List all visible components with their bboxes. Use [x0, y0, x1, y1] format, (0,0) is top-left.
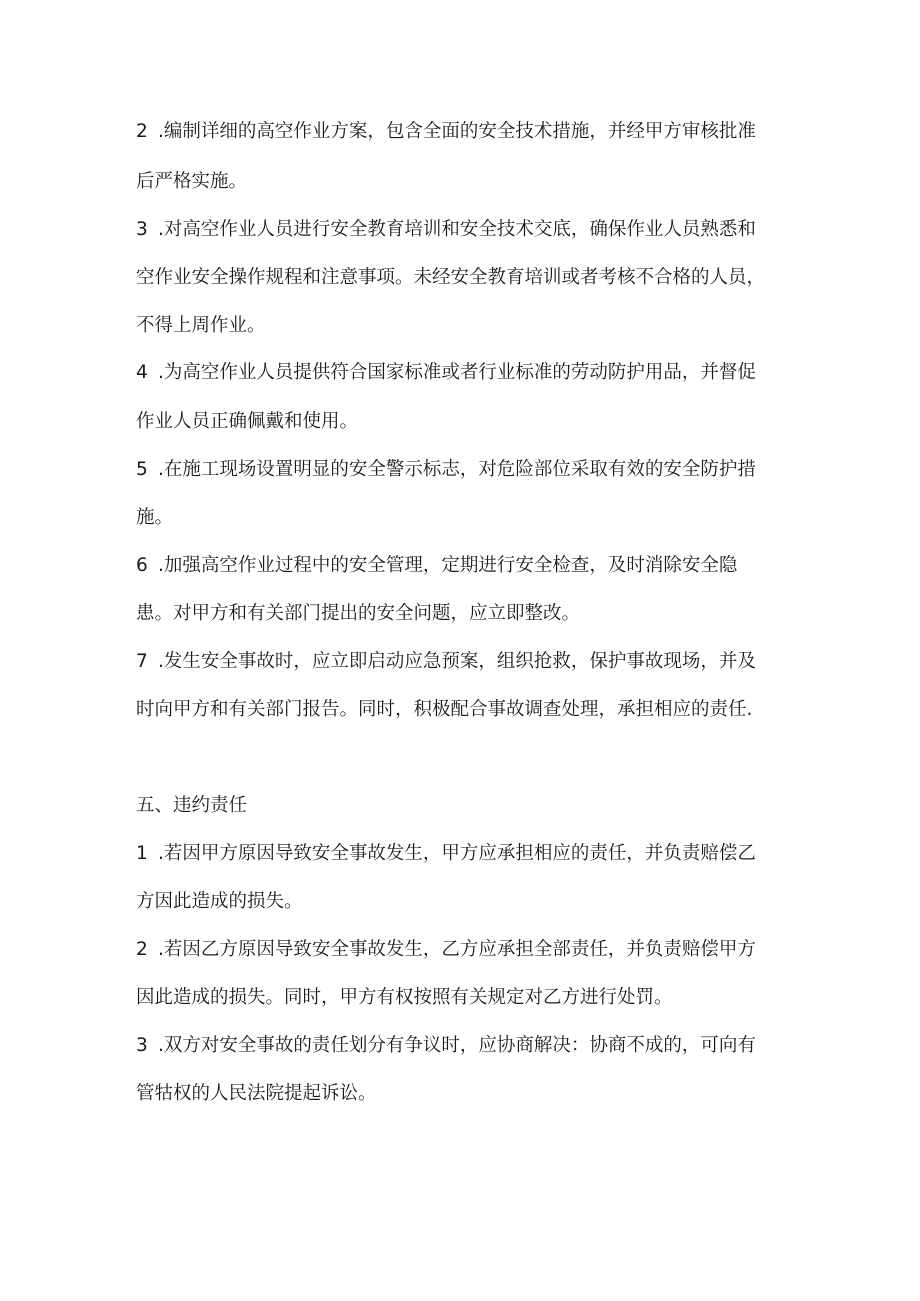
item-7-line-2	[136, 698, 752, 722]
breach-item-2-line-1	[136, 938, 756, 962]
item-text: .在施工现场设置明显的安全警示标志，对危险部位采取有效的安全防护措	[158, 459, 756, 480]
breach-item-3-line-1	[136, 1034, 756, 1058]
item-number: 2	[136, 121, 148, 142]
breach-item-3-line-2	[136, 1082, 377, 1106]
item-text: .若因甲方原因导致安全事故发生，甲方应承担相应的责任，并负责赔偿乙	[158, 843, 756, 864]
item-number: 7	[136, 651, 148, 672]
item-6-line-2	[136, 602, 580, 626]
breach-item-2-line-2	[136, 986, 673, 1010]
item-text: .编制详细的高空作业方案，包含全面的安全技术措施，并经甲方审核批准	[158, 121, 756, 142]
item-text: 作业人员正确佩戴和使用。	[136, 411, 359, 432]
item-6-line-1	[136, 554, 737, 578]
item-3-line-1	[136, 218, 756, 242]
item-number: 1	[136, 843, 148, 864]
item-text: .加强高空作业过程中的安全管理，定期进行安全检查，及时消除安全隐	[158, 555, 738, 576]
item-5-line-2	[136, 506, 173, 530]
item-7-line-1	[136, 650, 756, 674]
item-4-line-1	[136, 361, 756, 385]
item-number: 5	[136, 459, 148, 480]
item-text: 患。对甲方和有关部门提出的安全问题，应立即整改。	[136, 603, 581, 624]
breach-item-1-line-1	[136, 842, 756, 866]
item-number: 6	[136, 555, 148, 576]
item-text: 不得上周作业。	[136, 315, 266, 336]
item-4-line-2	[136, 410, 358, 434]
item-3-line-3	[136, 314, 266, 338]
item-text: 方因此造成的损失。	[136, 891, 303, 912]
item-number: 4	[136, 362, 148, 383]
item-text: 时向甲方和有关部门报告。同时，积极配合事故调查处理，承担相应的责任.	[136, 699, 753, 720]
item-number: 3	[136, 219, 148, 240]
item-text: .若因乙方原因导致安全事故发生，乙方应承担全部责任，并负责赔偿甲方	[158, 939, 756, 960]
item-text: .对高空作业人员进行安全教育培训和安全技术交底，确保作业人员熟悉和	[158, 219, 756, 240]
item-text: 管牯权的人民法院提起诉讼。	[136, 1083, 377, 1104]
item-2-line-1	[136, 120, 756, 144]
breach-item-1-line-2	[136, 890, 303, 914]
item-text: .为高空作业人员提供符合国家标准或者行业标准的劳动防护用品，并督促	[158, 362, 756, 383]
item-2-line-2	[136, 170, 247, 194]
item-text: 后严格实施。	[136, 171, 248, 192]
item-text: 空作业安全操作规程和注意事项。未经安全教育培训或者考核不合格的人员，	[136, 267, 766, 288]
item-number: 2	[136, 939, 148, 960]
item-text: .发生安全事故时，应立即启动应急预案，组织抢救，保护事故现场，并及	[158, 651, 756, 672]
item-text: .双方对安全事故的责任划分有争议时，应协商解决：协商不成的，可向有	[158, 1035, 756, 1056]
item-text: 因此造成的损失。同时，甲方有权按照有关规定对乙方进行处罚。	[136, 987, 673, 1008]
item-number: 3	[136, 1035, 148, 1056]
item-5-line-1	[136, 458, 756, 482]
item-3-line-2	[136, 266, 765, 290]
item-text: 施。	[136, 507, 174, 528]
section-title: 五、违约责任	[136, 795, 248, 816]
